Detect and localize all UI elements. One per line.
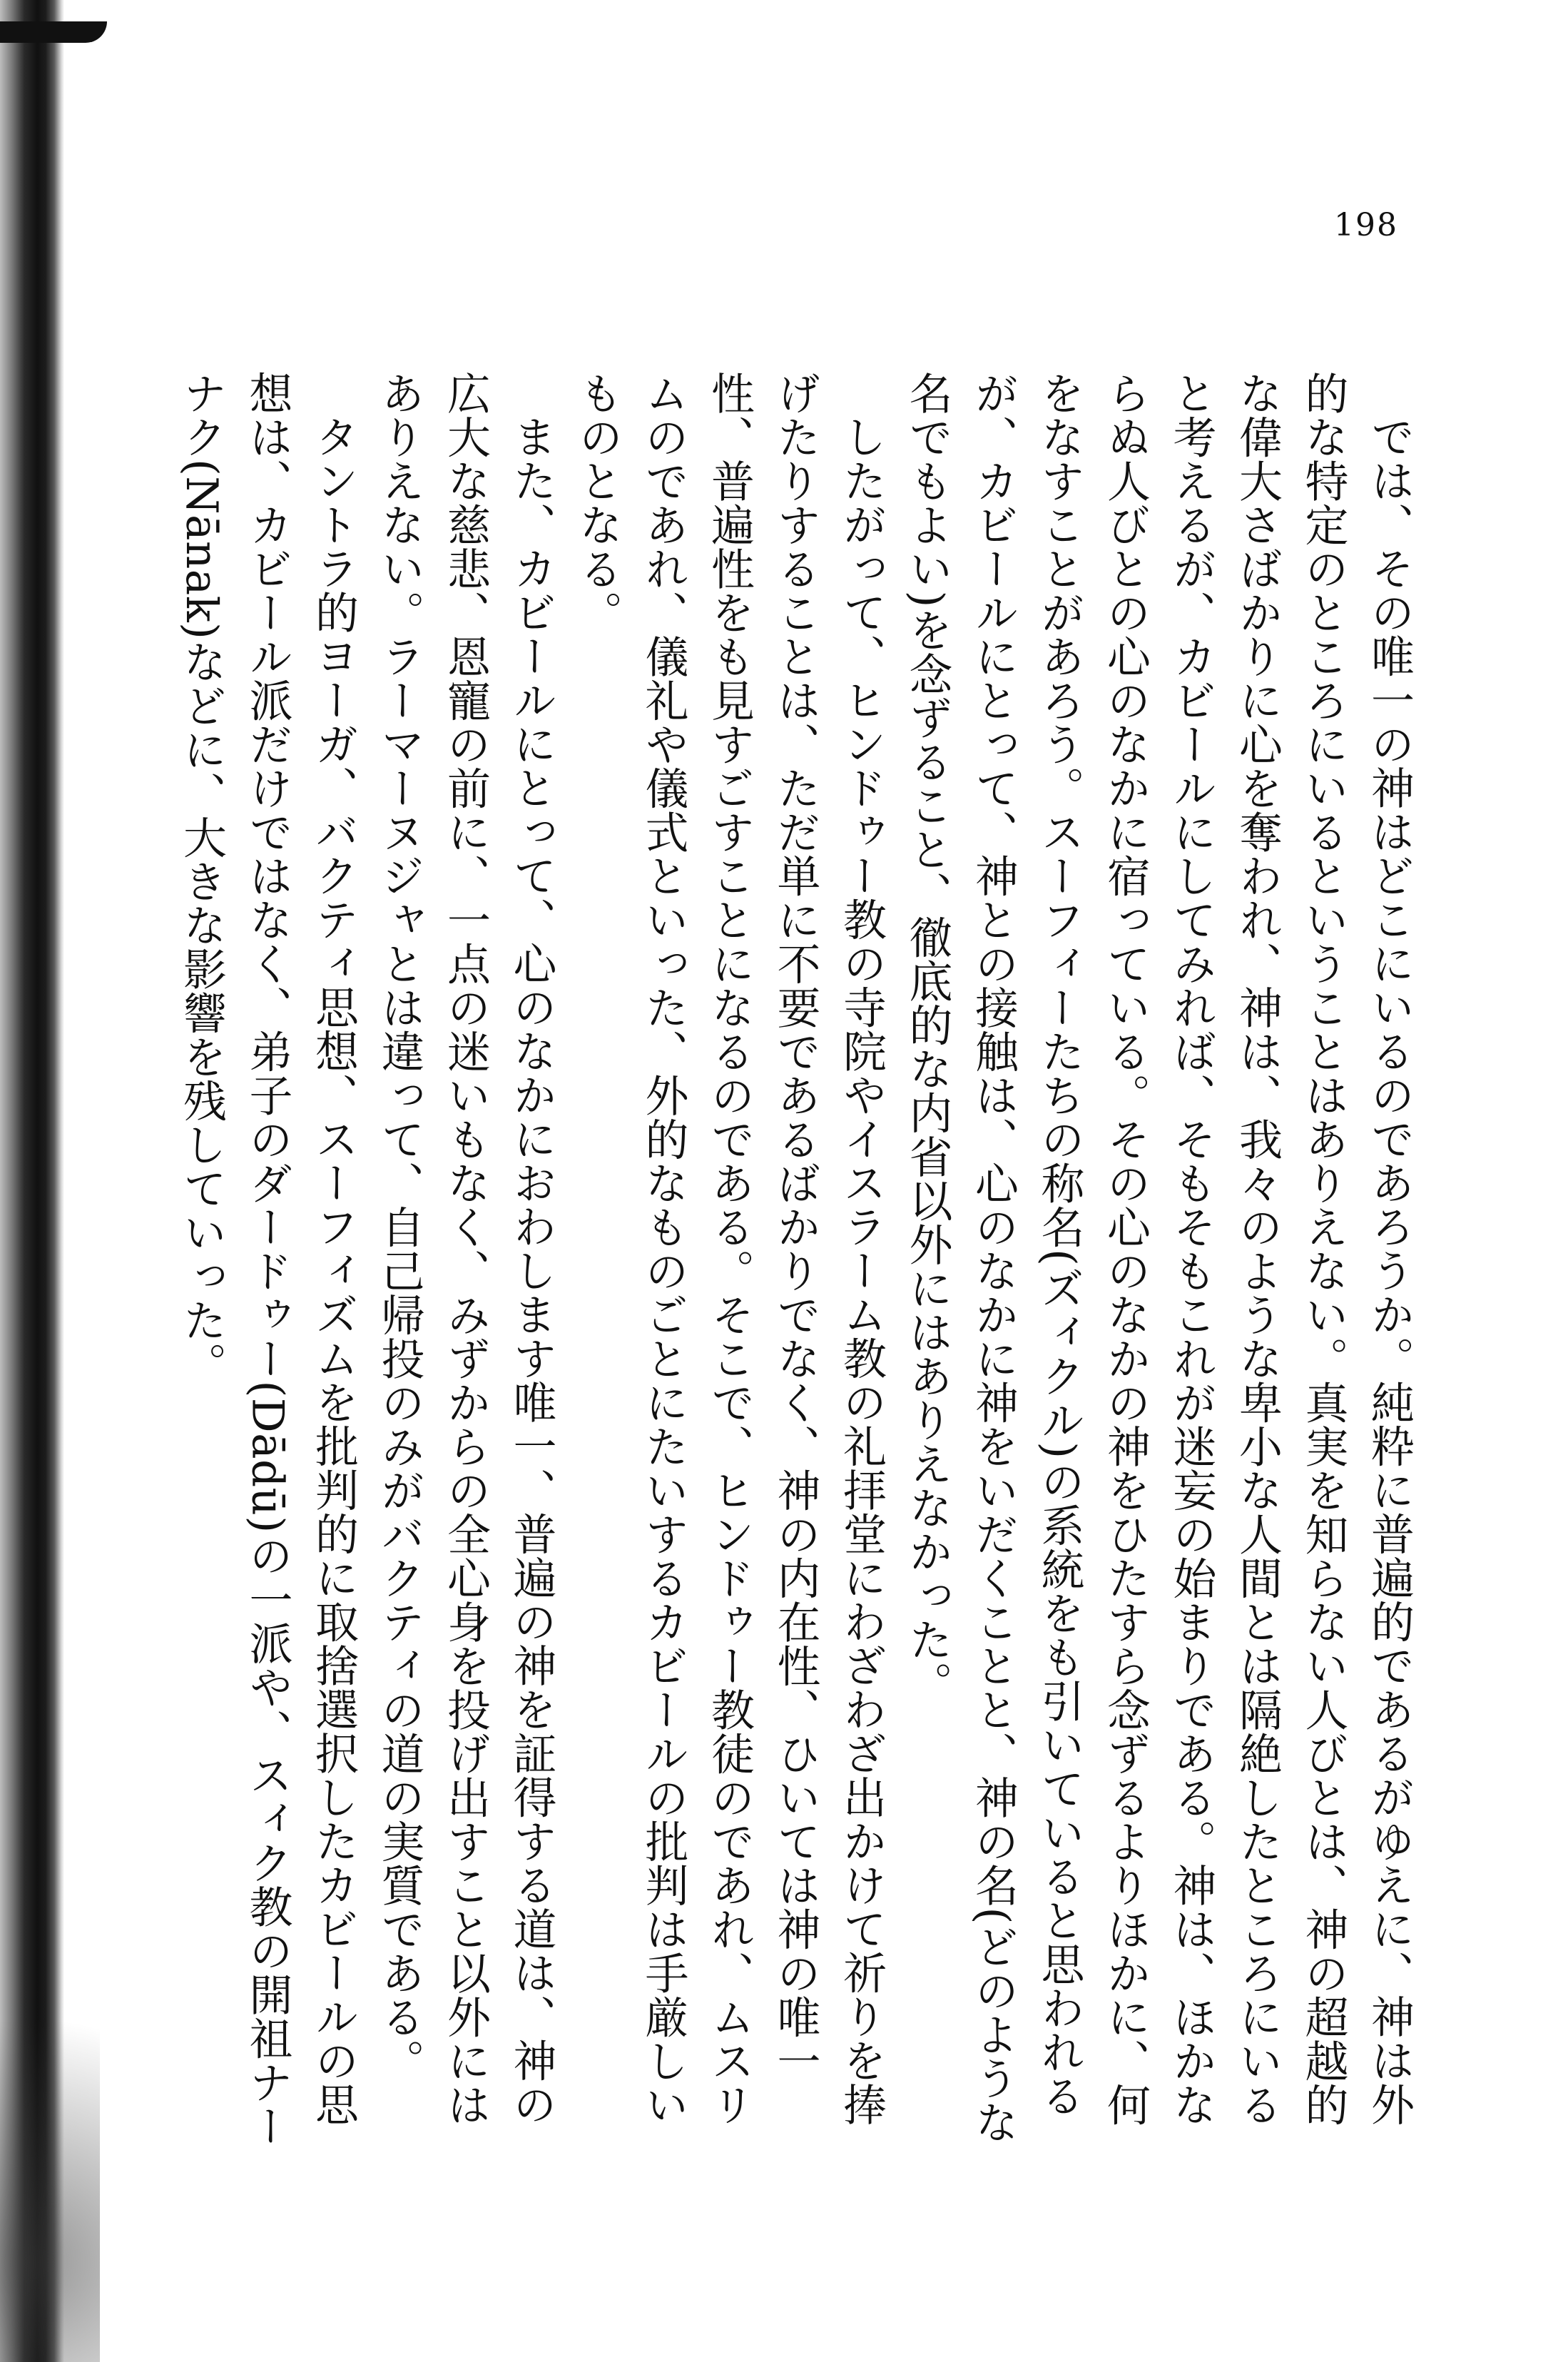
binding-shadow-top xyxy=(0,21,107,43)
scan-speckle xyxy=(0,1862,100,2362)
paragraph-2: したがって、ヒンドゥー教の寺院やイスラーム教の礼拝堂にわざわざ出かけて祈りを捧げたりすることは、ただ単に不要であるばかりでなく、神の内在性、ひいては神の唯一性、普遍性をも見すごすことになるのである。そこで、ヒンドゥー教徒のであれ、ムスリムのであれ、儀礼や儀式といった、外的なものごとにたいするカビールの批判は手厳しいものとなる。 xyxy=(572,371,887,2127)
paragraph-4: タントラ的ヨーガ、バクティ思想、スーフィズムを批判的に取捨選択したカビールの思想は、カビール派だけではなく、弟子のダードゥー(Dādū)の一派や、スィク教の開祖ナーナク(Nānak)などに、大きな影響を残していった。 xyxy=(176,371,359,2148)
body-text xyxy=(168,371,1422,2169)
paragraph-3: また、カビールにとって、心のなかにおわします唯一、普遍の神を証得する道は、神の広大な慈悲、恩寵の前に、一点の迷いもなく、みずからの全心身を投げ出すこと以外にはありえない。ラーマーヌジャとは違って、自己帰投のみがバクティの道の実質である。 xyxy=(374,371,557,2127)
paragraph-1: では、その唯一の神はどこにいるのであろうか。純粋に普遍的であるがゆえに、神は外的な特定のところにいるということはありえない。真実を知らない人びとは、神の超越的な偉大さばかりに心を奪われ、神は、我々のような卑小な人間とは隔絶したところにいると考えるが、カビールにしてみれば、そもそもこれが迷妄の始まりである。神は、ほかならぬ人びとの心のなかに宿っている。その心のなかの神をひたすら念ずるよりほかに、何をなすことがあろう。スーフィーたちの称名(ズィクル)の系統をも引いていると思われるが、カビールにとって、神との接触は、心のなかに神をいだくことと、神の名(どのような名でもよい)を念ずること、徹底的な内省以外にはありえなかった。 xyxy=(902,371,1415,2144)
page-number: 198 xyxy=(1334,207,1398,243)
